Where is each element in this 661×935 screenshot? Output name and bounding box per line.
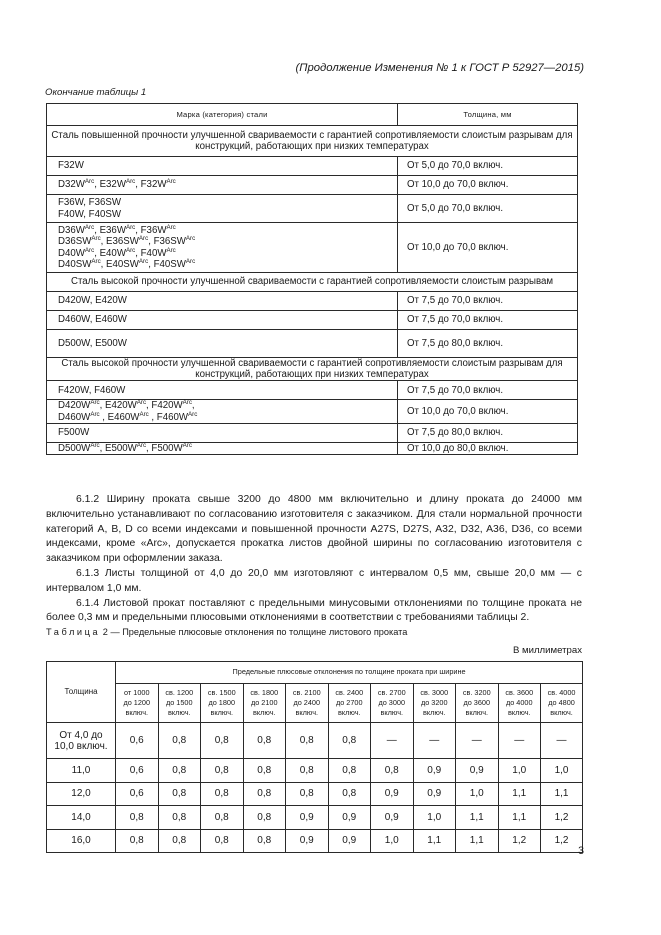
table2-width-header [413,684,456,723]
grade-index-superscript: Arc [90,441,100,449]
deviation-value-cell: 0,8 [371,759,414,783]
grade-text: , E36W [94,225,126,237]
deviation-value-cell: — [371,723,414,759]
grade-text: F36W, F36SW [58,197,121,209]
table-row [47,423,578,442]
width-header-line: включ. [337,708,361,718]
width-header-line: включ. [465,708,489,718]
grade-text: , F40SW [148,258,186,270]
table-row [47,195,578,223]
deviation-value-cell: 0,8 [328,782,371,806]
table2-width-header [498,684,541,723]
continuation-header: (Продолжение Изменения № 1 к ГОСТ Р 52927—2015) [295,62,584,74]
thickness-cell [47,829,116,853]
deviation-value-cell: 0,8 [243,759,286,783]
table-row [47,806,583,830]
grade-index-superscript: Arc [166,224,176,232]
deviation-value-cell: 0,8 [116,806,159,830]
width-header-line: до 3000 [378,697,406,707]
grade-text: , F500W [146,442,183,454]
table1-section-title: Сталь повышенной прочности улучшенной свариваемости с гарантией сопротивляемости слоистым разрывам для конструкций, работающих при низких температурах [47,126,578,157]
deviation-value-cell: 1,1 [498,782,541,806]
width-header-line: до 2400 [293,697,321,707]
deviation-value-cell: 1,0 [371,829,414,853]
deviation-value-cell: — [413,723,456,759]
deviation-value-cell: 0,8 [286,782,329,806]
table1-body [47,126,578,455]
width-header-line: включ. [125,708,149,718]
width-header-line: включ. [422,708,446,718]
deviation-value-cell: 0,8 [201,759,244,783]
grade-text: F40W, F40SW [58,208,121,220]
width-header-line: св. 2400 [335,687,364,697]
grade-line [58,338,397,349]
table2-width-header [116,684,159,723]
table-row [47,311,578,330]
table-row [47,782,583,806]
grade-index-superscript: Arc [188,410,198,418]
width-header-line: до 4800 [548,697,575,707]
grade-line [58,209,397,220]
deviation-value-cell: 0,9 [413,782,456,806]
table2-header-group: Предельные плюсовые отклонения по толщине проката при ширине [116,662,583,684]
paragraph-6-1-4: 6.1.4 Листовой прокат поставляют с предельными минусовыми отклонениями по толщине проката не более 0,3 мм и предельными плюсовыми отклонениями в соответствии с требованиями таблицы 2. [46,597,582,624]
table1-section-title-row [47,126,578,157]
table1-section-title-row [47,358,578,381]
table-row [47,723,583,759]
deviation-value-cell: 0,9 [371,782,414,806]
grade-line [58,259,397,270]
table1-section-title: Сталь высокой прочности улучшенной свариваемости с гарантией сопротивляемости слоистым разрывам для конструкций, работающих при низких температурах [47,358,578,381]
deviation-value-cell: — [456,723,499,759]
deviation-value-cell: 0,8 [158,806,201,830]
table1-section-title: Сталь высокой прочности улучшенной свариваемости с гарантией сопротивляемости слоистым разрывам [47,273,578,292]
deviation-value-cell: 0,8 [328,723,371,759]
grade-text: , F460W [148,411,189,423]
deviation-value-cell: 0,9 [413,759,456,783]
grade-text: , E32W [94,179,126,191]
width-header-line: включ. [210,708,234,718]
grade-text: , F40W [135,247,167,259]
deviation-value-cell: 0,9 [328,806,371,830]
grade-text: , F36SW [148,236,186,248]
thickness-cell: От 10,0 до 70,0 включ. [398,176,578,195]
width-header-line: св. 2700 [377,687,406,697]
deviation-value-cell: 1,1 [541,782,583,806]
paragraph-6-1-2: 6.1.2 Ширину проката свыше 3200 до 4800 мм включительно и длину проката до 24000 мм включительно устанавливают по согласованию изготовителя с заказчиком. Для стали нормальной прочности категорий A, B, D со всеми индексами и повышенной прочности A27S, D27S, A32, D32, A36, D36, со всеми индексами, кроме «Arc», допускается прокатка листов двойной ширины по согласованию изготовителя с заказчиком при оформлении заказа. [46,494,582,565]
grade-index-superscript: Arc [136,441,147,449]
steel-grade-cell [47,176,398,195]
width-header-line: св. 2100 [292,687,321,697]
grade-text: D460W [58,411,91,423]
width-header-line: до 1200 [123,697,151,707]
width-header-line: до 2700 [335,697,363,707]
thickness-cell: От 10,0 до 70,0 включ. [398,400,578,423]
deviation-value-cell: 0,8 [201,806,244,830]
grade-text: D36W [58,225,85,237]
thickness-cell: От 5,0 до 70,0 включ. [398,195,578,223]
grade-line [58,248,397,259]
table2-body [47,723,583,853]
deviation-value-cell: 1,1 [456,829,499,853]
deviation-value-cell: 1,0 [541,759,583,783]
table-row [47,292,578,311]
grade-index-superscript: Arc [84,246,95,254]
grade-index-superscript: Arc [182,399,192,407]
grade-index-superscript: Arc [125,224,136,232]
deviation-value-cell: 0,8 [158,782,201,806]
deviation-value-cell: 1,2 [541,806,583,830]
width-header-line: до 2100 [250,697,278,707]
width-header-line: включ. [380,708,404,718]
deviation-value-cell: 0,8 [243,806,286,830]
page-number: 3 [578,845,584,857]
deviation-value-cell: 0,8 [116,829,159,853]
table2 [46,661,583,853]
deviation-value-cell: 1,2 [541,829,583,853]
deviation-value-cell: 0,6 [116,723,159,759]
steel-grade-cell [47,400,398,423]
steel-grade-cell [47,311,398,330]
thickness-line: 11,0 [71,764,91,776]
width-header-line: св. 3600 [505,687,534,697]
table-row [47,157,578,176]
grade-index-superscript: Arc [138,257,149,265]
deviation-value-cell: 1,1 [456,806,499,830]
grade-index-superscript: Arc [136,399,147,407]
grade-line [58,400,397,411]
paragraph-6-1-3: 6.1.3 Листы толщиной от 4,0 до 20,0 мм изготовляют с интервалом 0,5 мм, свыше 20,0 мм — с интервалом 1,0 мм. [46,567,582,594]
grade-line [58,179,397,190]
grade-index-superscript: Arc [185,235,196,243]
table2-units: В миллиметрах [512,645,582,656]
grade-index-superscript: Arc [91,257,101,265]
grade-text: D36SW [58,236,92,248]
table-row [47,442,578,454]
deviation-value-cell: 1,0 [413,806,456,830]
width-header-line: до 1500 [165,697,193,707]
deviation-value-cell: 1,2 [498,829,541,853]
steel-grade-cell [47,292,398,311]
width-header-line: включ. [252,708,276,718]
steel-grade-cell [47,381,398,400]
table2-caption-word: Таблица [46,627,101,637]
table-row [47,223,578,273]
deviation-value-cell: — [498,723,541,759]
deviation-value-cell: 0,9 [286,806,329,830]
width-header-line: св. 4000 [547,687,576,697]
thickness-cell: От 7,5 до 80,0 включ. [398,330,578,358]
thickness-line: 16,0 [71,835,91,847]
table2-width-header [541,684,583,723]
deviation-value-cell: 0,8 [158,723,201,759]
grade-index-superscript: Arc [182,441,192,449]
deviation-value-cell: 1,1 [413,829,456,853]
grade-text: F500W [58,427,90,439]
steel-grade-cell [47,223,398,273]
grade-index-superscript: Arc [91,235,101,243]
grade-text: , E460W [99,411,140,423]
thickness-cell: От 5,0 до 70,0 включ. [398,157,578,176]
deviation-value-cell: 0,8 [201,829,244,853]
grade-text: , [191,400,195,412]
grade-line [58,412,397,423]
width-header-line: св. 3200 [462,687,491,697]
table2-caption [46,627,407,637]
grade-text: D420W [58,400,91,412]
width-header-line: до 3600 [463,697,491,707]
grade-line [58,314,397,325]
grade-line [58,443,397,454]
table2-width-header [371,684,414,723]
thickness-line: От 4,0 до [59,729,103,741]
steel-grade-cell [47,195,398,223]
deviation-value-cell: 0,8 [243,782,286,806]
grade-text: D40SW [58,258,92,270]
grade-text: D500W, E500W [58,337,127,349]
deviation-value-cell: 0,8 [286,759,329,783]
deviation-value-cell: 0,9 [328,829,371,853]
table1-header-thickness: Толщина, мм [398,104,578,126]
thickness-cell [47,806,116,830]
grade-text: D32W [58,179,85,191]
steel-grade-cell [47,157,398,176]
deviation-value-cell: 0,8 [158,759,201,783]
deviation-value-cell: 0,8 [328,759,371,783]
thickness-cell: От 7,5 до 70,0 включ. [398,292,578,311]
table1 [46,103,578,455]
table2-head [47,662,583,723]
grade-line [58,160,397,171]
deviation-value-cell: — [541,723,583,759]
table1-header-grade: Марка (категория) стали [47,104,398,126]
table2-width-header [286,684,329,723]
grade-index-superscript: Arc [84,224,95,232]
table-row [47,381,578,400]
deviation-value-cell: 0,9 [371,806,414,830]
grade-text: , F420W [146,400,183,412]
table2-width-header [456,684,499,723]
deviation-value-cell: 1,0 [456,782,499,806]
table-row [47,176,578,195]
deviation-value-cell: 0,8 [243,829,286,853]
grade-index-superscript: Arc [84,178,95,186]
grade-line [58,427,397,438]
deviation-value-cell: 0,9 [286,829,329,853]
table2-caption-title: 2 — Предельные плюсовые отклонения по толщине листового проката [102,627,408,637]
width-header-line: включ. [295,708,319,718]
deviation-value-cell: 0,8 [201,723,244,759]
table2-width-header [328,684,371,723]
thickness-cell: От 7,5 до 80,0 включ. [398,423,578,442]
width-header-line: включ. [550,708,573,718]
body-text [46,493,582,626]
deviation-value-cell: 1,1 [498,806,541,830]
grade-index-superscript: Arc [139,410,149,418]
width-header-line: до 4000 [505,697,533,707]
width-header-line: св. 1500 [207,687,236,697]
thickness-line: 14,0 [71,811,91,823]
grade-index-superscript: Arc [90,410,100,418]
grade-line [58,225,397,236]
thickness-cell [47,723,116,759]
grade-line [58,197,397,208]
thickness-line: 10,0 включ. [54,740,108,752]
grade-index-superscript: Arc [138,235,149,243]
table-row [47,829,583,853]
width-header-line: до 3200 [420,697,448,707]
deviation-value-cell: 0,8 [286,723,329,759]
table-row [47,759,583,783]
table1-caption: Окончание таблицы 1 [45,87,147,98]
deviation-value-cell: 0,9 [456,759,499,783]
width-header-line: св. 1800 [250,687,279,697]
table-row [47,330,578,358]
grade-text: F32W [58,160,84,172]
steel-grade-cell [47,330,398,358]
grade-text: F420W, F460W [58,384,126,396]
width-header-line: до 1800 [208,697,236,707]
grade-text: , E500W [99,442,137,454]
grade-text: , E36SW [100,236,139,248]
thickness-cell: От 10,0 до 70,0 включ. [398,223,578,273]
grade-text: , E40W [94,247,126,259]
width-header-line: включ. [507,708,531,718]
deviation-value-cell: 0,6 [116,759,159,783]
width-header-line: св. 3000 [420,687,449,697]
deviation-value-cell: 0,8 [243,723,286,759]
table2-width-header [158,684,201,723]
table2-width-header [201,684,244,723]
table-row [47,400,578,423]
width-header-line: от 1000 [124,687,150,697]
thickness-cell [47,759,116,783]
deviation-value-cell: 1,0 [498,759,541,783]
grade-index-superscript: Arc [166,246,176,254]
thickness-cell: От 7,5 до 70,0 включ. [398,311,578,330]
deviation-value-cell: 0,8 [201,782,244,806]
grade-index-superscript: Arc [90,399,100,407]
width-header-line: св. 1200 [165,687,194,697]
grade-index-superscript: Arc [125,246,136,254]
grade-text: D420W, E420W [58,295,127,307]
grade-text: , F36W [135,225,167,237]
table1-section-title-row [47,273,578,292]
table2-width-header [243,684,286,723]
thickness-cell: От 10,0 до 80,0 включ. [398,442,578,454]
steel-grade-cell [47,423,398,442]
thickness-cell: От 7,5 до 70,0 включ. [398,381,578,400]
grade-text: , F32W [135,179,167,191]
grade-text: D40W [58,247,85,259]
thickness-cell [47,782,116,806]
grade-index-superscript: Arc [125,178,136,186]
grade-text: , E40SW [100,258,139,270]
thickness-line: 12,0 [71,788,91,800]
grade-text: , E420W [99,400,137,412]
grade-text: D460W, E460W [58,314,127,326]
deviation-value-cell: 0,6 [116,782,159,806]
grade-line [58,236,397,247]
grade-line [58,295,397,306]
grade-index-superscript: Arc [166,178,176,186]
grade-text: D500W [58,442,91,454]
width-header-line: включ. [167,708,191,718]
deviation-value-cell: 0,8 [158,829,201,853]
grade-line [58,385,397,396]
steel-grade-cell [47,442,398,454]
grade-index-superscript: Arc [185,257,196,265]
table2-header-thickness: Толщина [47,662,116,723]
